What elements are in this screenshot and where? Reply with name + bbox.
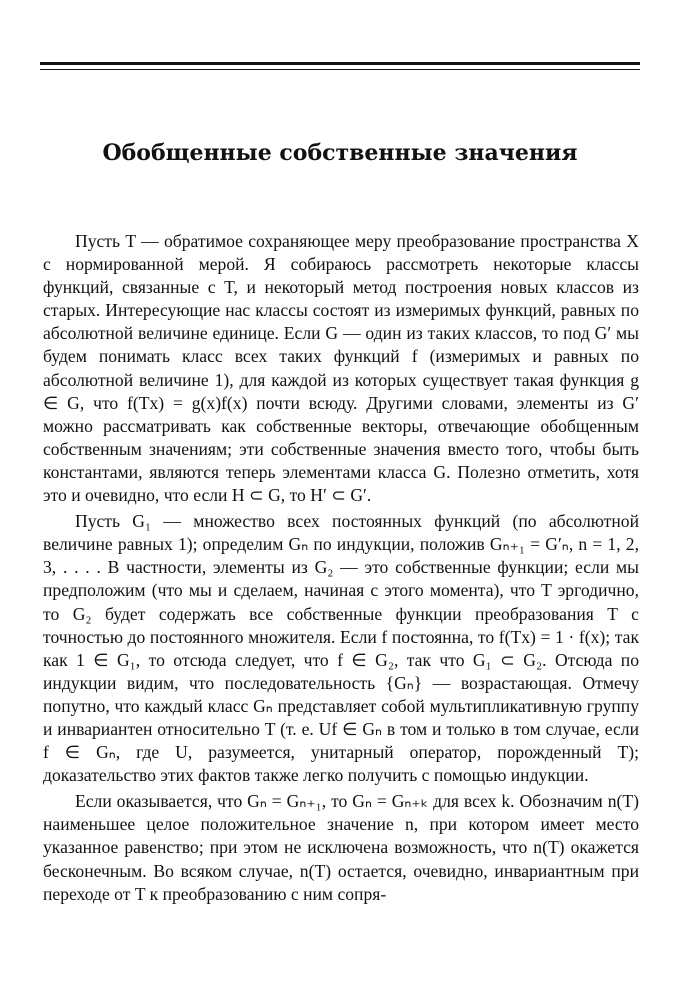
paragraph-2: Пусть G₁ — множество всех постоянных функций (по абсолютной величине равных 1); определим Gₙ по индукции, положив Gₙ₊₁ = G′ₙ, n = 1, 2, 3, . . . . В частности, элементы из G₂ — это собственные функции; если мы предположим (что мы и сделаем, начиная с этого момента), что T эргодично, то G₂ будет содержать все собственные функции преобразования T с точностью до постоянного множителя. Если f постоянна, то f(Tx) = 1 · f(x); так как 1 ∈ G₁, то отсюда следует, что f ∈ G₂, так что G₁ ⊂ G₂. Отсюда по индукции видим, что последовательность {Gₙ} — возрастающая. Отмечу попутно, что каждый класс Gₙ представляет собой мультипликативную группу и инвариантен относительно T (т. е. Uf ∈ Gₙ в том и только в том случае, если f ∈ Gₙ, где U, разумеется, унитарный оператор, порожденный T); доказательство этих фактов также легко получить с помощью индукции. bbox=[43, 511, 639, 786]
paragraph-3: Если оказывается, что Gₙ = Gₙ₊₁, то Gₙ = Gₙ₊ₖ для всех k. Обозначим n(T) наименьшее целое положительное значение n, при котором имеет место указанное равенство; при этом не исключена возможность, что n(T) окажется бесконечным. Во всяком случае, n(T) остается, очевидно, инвариантным при переходе от T к преобразованию с ним сопря- bbox=[43, 791, 639, 904]
chapter-title: Обобщенные собственные значения bbox=[102, 140, 578, 166]
top-rule-thin bbox=[40, 69, 640, 70]
top-rule-thick bbox=[40, 62, 640, 65]
body-text bbox=[43, 230, 639, 906]
paragraph-1: Пусть T — обратимое сохраняющее меру преобразование пространства X с нормированной мерой. Я собираюсь рассмотреть некоторые классы функций, связанные с T, и некоторый метод построения новых классов из старых. Интересующие нас классы состоят из измеримых функций, равных по абсолютной величине единице. Если G — один из таких классов, то под G′ мы будем понимать класс всех таких функций f (измеримых и равных по абсолютной величине 1), для каждой из которых существует такая функция g ∈ G, что f(Tx) = g(x)f(x) почти всюду. Другими словами, элементы из G′ можно рассматривать как собственные векторы, отвечающие обобщенным собственным значениям; эти собственные значения вместо того, чтобы быть константами, являются теперь элементами класса G. Полезно отметить, хотя это и очевидно, что если H ⊂ G, то H′ ⊂ G′. bbox=[43, 231, 639, 506]
